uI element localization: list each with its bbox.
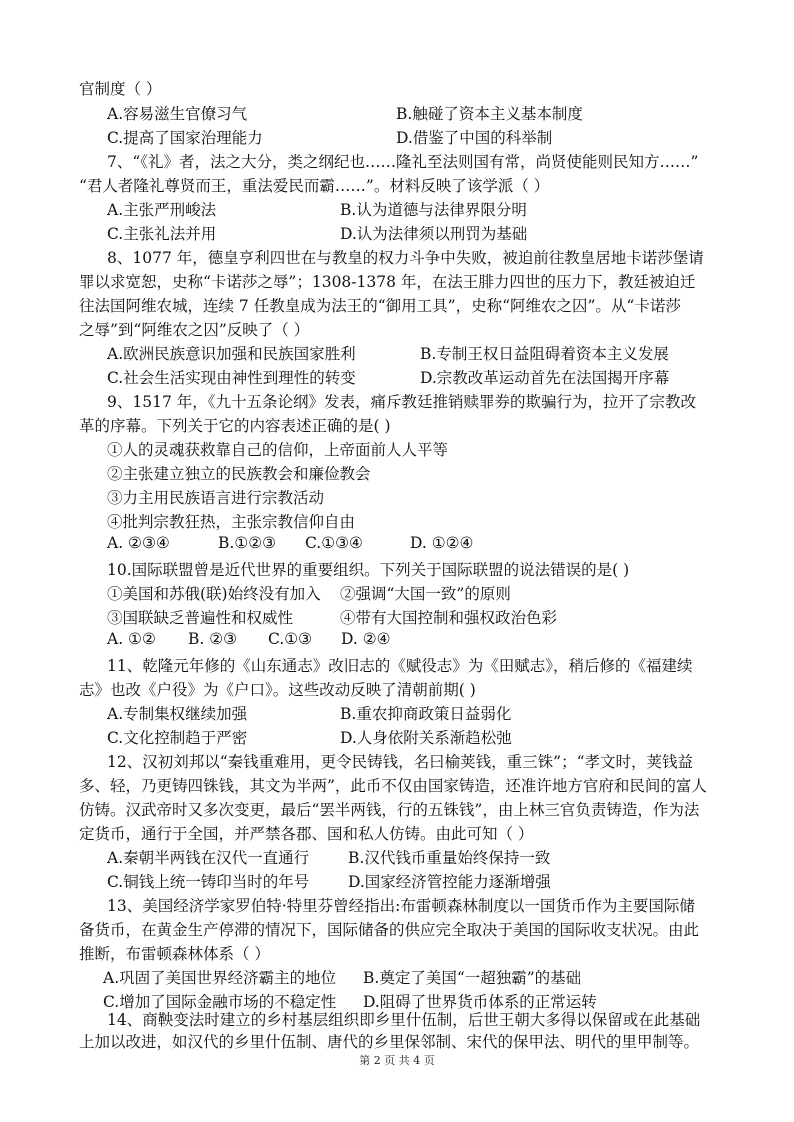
text-line: 上加以改进，如汉代的乡里什伍制、唐代的乡里保邻制、宋代的保甲法、明代的里甲制等。 [79, 1033, 700, 1051]
statement: ①美国和苏俄(联)始终没有加入 [107, 585, 321, 603]
option-a: A.秦朝半两钱在汉代一直通行 [107, 849, 310, 867]
statement: ②主张建立独立的民族教会和廉俭教会 [107, 465, 371, 483]
option-b: B.重农抑商政策日益弱化 [340, 705, 512, 723]
statement: ④带有大国控制和强权政治色彩 [340, 609, 558, 627]
option-c: C.社会生活实现由神性到理性的转变 [107, 369, 356, 387]
text-line: 往法国阿维农城，连续 7 任教皇成为法王的“御用工具”，史称“阿维农之囚”。从“卡诺莎 [79, 297, 681, 315]
option-d: D.认为法律须以刑罚为基础 [340, 225, 528, 243]
text-line: 之辱”到“阿维农之囚”反映了（ ） [79, 321, 310, 339]
question-13: 13、美国经济学家罗伯特·特里芬曾经指出:布雷顿森林制度以一国货币作为主要国际储 [107, 897, 695, 915]
option-a: A.专制集权继续加强 [107, 705, 248, 723]
statement: ②强调“大国一致”的原则 [340, 585, 511, 603]
option-b: B.汉代钱币重量始终保持一致 [348, 849, 551, 867]
text-line: 备货币，在黄金生产停滞的情况下，国际储备的供应完全取决于美国的国际收支状况。由此 [79, 921, 700, 939]
option-b: B.认为道德与法律界限分明 [340, 201, 527, 219]
option-b: B. ②③ [188, 630, 238, 648]
option-d: D.人身依附关系渐趋松弛 [340, 729, 512, 747]
statement: ③国联缺乏普遍性和权威性 [107, 609, 294, 627]
page-number: 第 2 页 共 4 页 [359, 1054, 435, 1067]
text-line: 官制度（ ） [79, 80, 162, 98]
question-12: 12、汉初刘邦以“秦钱重难用，更令民铸钱，名曰榆荚钱，重三铢”；“孝文时，荚钱益 [107, 753, 693, 771]
option-b: B.①②③ [218, 534, 277, 552]
option-d: D.国家经济管控能力逐渐增强 [348, 873, 551, 891]
text-line: 革的序幕。下列关于它的内容表述正确的是( ) [79, 417, 391, 435]
text-line: 定货币，通行于全国，并严禁各郡、国和私人仿铸。由此可知（ ） [79, 825, 534, 843]
option-d: D. ①②④ [410, 534, 474, 552]
statement: ③力主用民族语言进行宗教活动 [107, 489, 325, 507]
option-d: D.借鉴了中国的科举制 [396, 129, 553, 147]
option-d: D.宗教改革运动首先在法国揭开序幕 [420, 369, 670, 387]
option-a: A.主张严刑峻法 [107, 201, 217, 219]
text-line: “君人者隆礼尊贤而王，重法爱民而霸……”。材料反映了该学派（ ） [79, 177, 550, 195]
option-a: A. ①② [107, 630, 156, 648]
option-c: C.铜钱上统一铸印当时的年号 [107, 873, 310, 891]
option-a: A.欧洲民族意识加强和民族国家胜利 [107, 345, 356, 363]
option-a: A. ②③④ [107, 534, 170, 552]
text-line: 志》也改《户役》为《户口》。这些改动反映了清朝前期( ) [79, 681, 476, 699]
question-9: 9、1517 年，《九十五条论纲》发表，痛斥教廷推销赎罪券的欺骗行为，拉开了宗教改 [107, 393, 696, 411]
text-line: 推断，布雷顿森林体系（ ） [79, 945, 270, 963]
text-line: 仿铸。汉武帝时又多次变更，最后“罢半两钱，行的五铢钱”，由上林三官负责铸造，作为法 [79, 801, 700, 819]
option-a: A.巩固了美国世界经济霸主的地位 [103, 969, 337, 987]
option-b: B.专制王权日益阻碍着资本主义发展 [420, 345, 669, 363]
question-11: 11、乾隆元年修的《山东通志》改旧志的《赋役志》为《田赋志》，稍后修的《福建续 [107, 657, 693, 675]
option-b: B.奠定了美国“一超独霸”的基础 [363, 969, 582, 987]
option-c: C.文化控制趋于严密 [107, 729, 248, 747]
question-8: 8、1077 年，德皇亨利四世在与教皇的权力斗争中失败，被迫前往教皇居地卡诺莎堡请 [107, 249, 704, 267]
question-14: 14、商鞅变法时建立的乡村基层组织即乡里什伍制，后世王朝大多得以保留或在此基础 [107, 1011, 701, 1029]
question-10: 10.国际联盟曾是近代世界的重要组织。下列关于国际联盟的说法错误的是( ) [107, 561, 630, 579]
option-c: C.提高了国家治理能力 [107, 129, 263, 147]
question-7: 7、“《礼》者，法之大分，类之纲纪也……隆礼至法则国有常，尚贤使能则民知方……” [107, 153, 699, 171]
option-c: C.①③ [268, 630, 313, 648]
option-d: D.阻碍了世界货币体系的正常运转 [363, 993, 597, 1011]
option-c: C.主张礼法并用 [107, 225, 217, 243]
statement: ①人的灵魂获救靠自己的信仰，上帝面前人人平等 [107, 441, 449, 459]
option-a: A.容易滋生官僚习气 [107, 105, 248, 123]
text-line: 罪以求宽恕，史称“卡诺莎之辱”；1308-1378 年，在法王腓力四世的压力下，教廷被迫迁 [79, 273, 696, 291]
option-b: B.触碰了资本主义基本制度 [396, 105, 583, 123]
option-d: D. ②④ [341, 630, 391, 648]
option-c: C.①③④ [305, 534, 363, 552]
option-c: C.增加了国际金融市场的不稳定性 [103, 993, 337, 1011]
statement: ④批判宗教狂热，主张宗教信仰自由 [107, 513, 356, 531]
text-line: 多、轻，乃更铸四铢钱，其文为半两”，此币不仅由国家铸造，还准许地方官府和民间的富人 [79, 777, 707, 795]
